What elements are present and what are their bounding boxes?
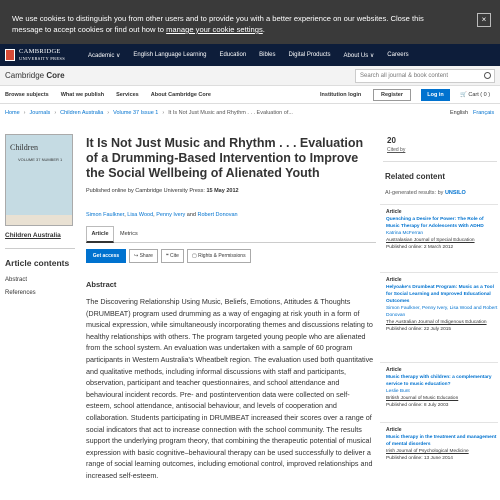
site-header xyxy=(0,66,500,86)
contents-abstract-link[interactable]: Abstract xyxy=(5,277,28,283)
tab-article[interactable]: Article xyxy=(86,226,114,243)
browse-subjects-link[interactable]: Browse subjects xyxy=(5,92,49,98)
language-switcher xyxy=(450,110,494,116)
cite-button[interactable]: ❝ Cite xyxy=(161,249,184,263)
abstract-text: The Discovering Relationship Using Music, Beliefs, Emotions, Attitudes & Thoughts (DRUMBEAT) program used drumming as a way of engaging at risk youth in a form of musical expression, while simultaneously incorporating themes and discussions relating to healthy relationships with others. The program targeted young people who are alienated from the school system. An evaluation was undertaken with a sample of 60 program participants in Western Australia's Wheatbelt region. The evaluation used both quantitative and qualitative methods, including informal discussions with staff and participants, observation, participant and teacher questionnaires, and school attendance and behavioural incident records. Pre- and postintervention data were collected on self-esteem, school attendance, antisocial behaviour, and levels of cooperation and collaboration. Students participating in DRUMBEAT increased their scores over a range of social indicators that act to increase connection with the school community. The results support the underlying program theory, that combining the therapeutic potential of musical expression with basic cognitive–behavioural therapy can be used successfully to deliver a range of social learning outcomes, including emotional control, improved relationships and increased self-esteem. xyxy=(86,297,374,480)
rights-icon: ▢ xyxy=(191,253,197,259)
nav-careers[interactable]: Careers xyxy=(387,52,409,58)
language-english[interactable]: English xyxy=(450,110,469,116)
tab-metrics[interactable]: Metrics xyxy=(120,231,138,237)
cambridge-shield-icon[interactable] xyxy=(5,49,15,61)
unsilo-link[interactable]: UNSILO xyxy=(444,190,466,196)
cookie-close-button[interactable]: × xyxy=(477,13,491,27)
nav-about-us[interactable]: About Us ∨ xyxy=(343,53,375,59)
login-button[interactable]: Log in xyxy=(421,89,450,101)
related-journal-link[interactable]: Australasian Journal of Special Education xyxy=(386,238,475,243)
breadcrumb-issue[interactable]: Volume 37 Issue 1 xyxy=(113,110,159,116)
article-title: It Is Not Just Music and Rhythm . . . Evaluation of a Drumming-Based Intervention to Improve the Social Wellbeing of Alienated Youth xyxy=(86,136,364,180)
author-link[interactable]: Lisa Wood xyxy=(127,212,154,218)
related-title-link[interactable]: Helyoake's Drumbeat Program: Music as a Tool for Social Learning and Improved Educational Outcomes xyxy=(386,285,494,304)
rights-permissions-button[interactable]: ▢ Rights & Permissions xyxy=(187,249,251,263)
related-journal-link[interactable]: Irish Journal of Psychological Medicine xyxy=(386,449,469,454)
published-date: Published online by Cambridge University Press: 15 May 2012 xyxy=(86,188,239,194)
search-input[interactable]: Search all journal & book content xyxy=(355,69,495,83)
breadcrumb-journals[interactable]: Journals xyxy=(29,110,51,116)
register-button[interactable]: Register xyxy=(373,89,411,101)
related-title-link[interactable]: Music therapy in the treatment and management of mental disorders xyxy=(386,435,497,447)
abstract-heading: Abstract xyxy=(86,280,117,289)
search-icon[interactable] xyxy=(484,72,491,79)
breadcrumb: Home › Journals › Children Australia › Volume 37 Issue 1 › It Is Not Just Music and Rhythm . . . Evaluation of... xyxy=(5,110,293,116)
unsilo-note: AI-generated results: by UNSILO xyxy=(385,190,466,196)
cited-by-count[interactable]: 20 xyxy=(387,136,396,145)
cited-by-link[interactable]: Cited by xyxy=(387,147,406,153)
related-content-heading: Related content xyxy=(385,172,446,181)
cambridge-logo[interactable]: CAMBRIDGE UNIVERSITY PRESS xyxy=(19,48,66,61)
cover-volume: VOLUME 37 NUMBER 1 xyxy=(18,157,63,162)
what-we-publish-link[interactable]: What we publish xyxy=(60,92,105,98)
article-contents-heading: Article contents xyxy=(5,258,70,268)
contents-references-link[interactable]: References xyxy=(5,290,36,296)
cover-title: Children xyxy=(10,143,38,152)
related-journal-link[interactable]: The Australian Journal of Indigenous Education xyxy=(386,320,487,325)
nav-academic[interactable]: Academic ∨ xyxy=(88,53,121,59)
author-link[interactable]: Simon Faulkner xyxy=(86,212,125,218)
share-icon: ↪ xyxy=(134,253,139,259)
services-link[interactable]: Services xyxy=(116,92,139,98)
divider xyxy=(383,161,497,162)
share-button[interactable]: ↪ Share xyxy=(129,249,158,263)
nav-bibles[interactable]: Bibles xyxy=(259,52,276,58)
nav-education[interactable]: Education xyxy=(219,52,247,58)
cover-band xyxy=(6,215,72,225)
article-tabs xyxy=(86,226,376,243)
sub-nav xyxy=(0,86,500,104)
top-nav xyxy=(0,44,500,66)
cookie-text: We use cookies to distinguish you from other users and to provide you with a better experience on our websites. Close this message to accept cookies or find out how to manage your cookie settings. xyxy=(12,14,424,34)
get-access-button[interactable]: Get access xyxy=(86,249,126,263)
author-link[interactable]: Penny Ivery xyxy=(156,212,186,218)
related-item: Article Helyoake's Drumbeat Program: Music as a Tool for Social Learning and Improved Educational Outcomes Simon Faulkner, Penny Ivery, Lisa Wood and Robert Donovan The Australian Journal of Indigenous Education Published online: 22 July 2015 xyxy=(380,272,498,333)
nav-english-language-learning[interactable]: English Language Learning xyxy=(133,52,207,58)
journal-cover[interactable] xyxy=(5,134,73,226)
related-item: Article Music therapy in the treatment and management of mental disorders Irish Journal of Psychological Medicine Published online: 13 June 2014 xyxy=(380,422,498,462)
divider xyxy=(5,248,75,249)
cambridge-core-logo[interactable]: Cambridge Core xyxy=(5,71,65,80)
nav-digital-products[interactable]: Digital Products xyxy=(288,52,331,58)
journal-link[interactable]: Children Australia xyxy=(5,232,61,239)
about-cambridge-core-link[interactable]: About Cambridge Core xyxy=(150,92,211,98)
related-journal-link[interactable]: British Journal of Music Education xyxy=(386,396,459,401)
cookie-settings-link[interactable]: manage your cookie settings xyxy=(166,25,263,34)
breadcrumb-home[interactable]: Home xyxy=(5,110,20,116)
language-french[interactable]: Français xyxy=(473,110,495,116)
related-item: Article Music therapy with children: a complementary service to music education? Leslie Bunt British Journal of Music Education Published online: 8 July 2003 xyxy=(380,362,498,409)
related-item: Article Quenching a Desire for Power: The Role of Music Therapy for Adolescents With ADHD Katrina McFerran Australasian Journal of Special Education Published online: 2 March 2012 xyxy=(380,204,498,251)
article-actions xyxy=(86,249,254,263)
breadcrumb-journal[interactable]: Children Australia xyxy=(60,110,104,116)
quote-icon: ❝ xyxy=(165,253,169,259)
related-title-link[interactable]: Quenching a Desire for Power: The Role of Music Therapy for Adolescents With ADHD xyxy=(386,217,484,229)
breadcrumb-current: It Is Not Just Music and Rhythm . . . Evaluation of... xyxy=(168,110,293,116)
authors: Simon Faulkner, Lisa Wood, Penny Ivery and Robert Donovan xyxy=(86,212,238,218)
institution-login-link[interactable]: Institution login xyxy=(320,92,362,98)
cart-link[interactable]: 🛒 Cart ( 0 ) xyxy=(460,92,491,98)
related-title-link[interactable]: Music therapy with children: a complementary service to music education? xyxy=(386,375,492,387)
cookie-banner xyxy=(0,0,500,44)
author-link[interactable]: Robert Donovan xyxy=(197,212,238,218)
